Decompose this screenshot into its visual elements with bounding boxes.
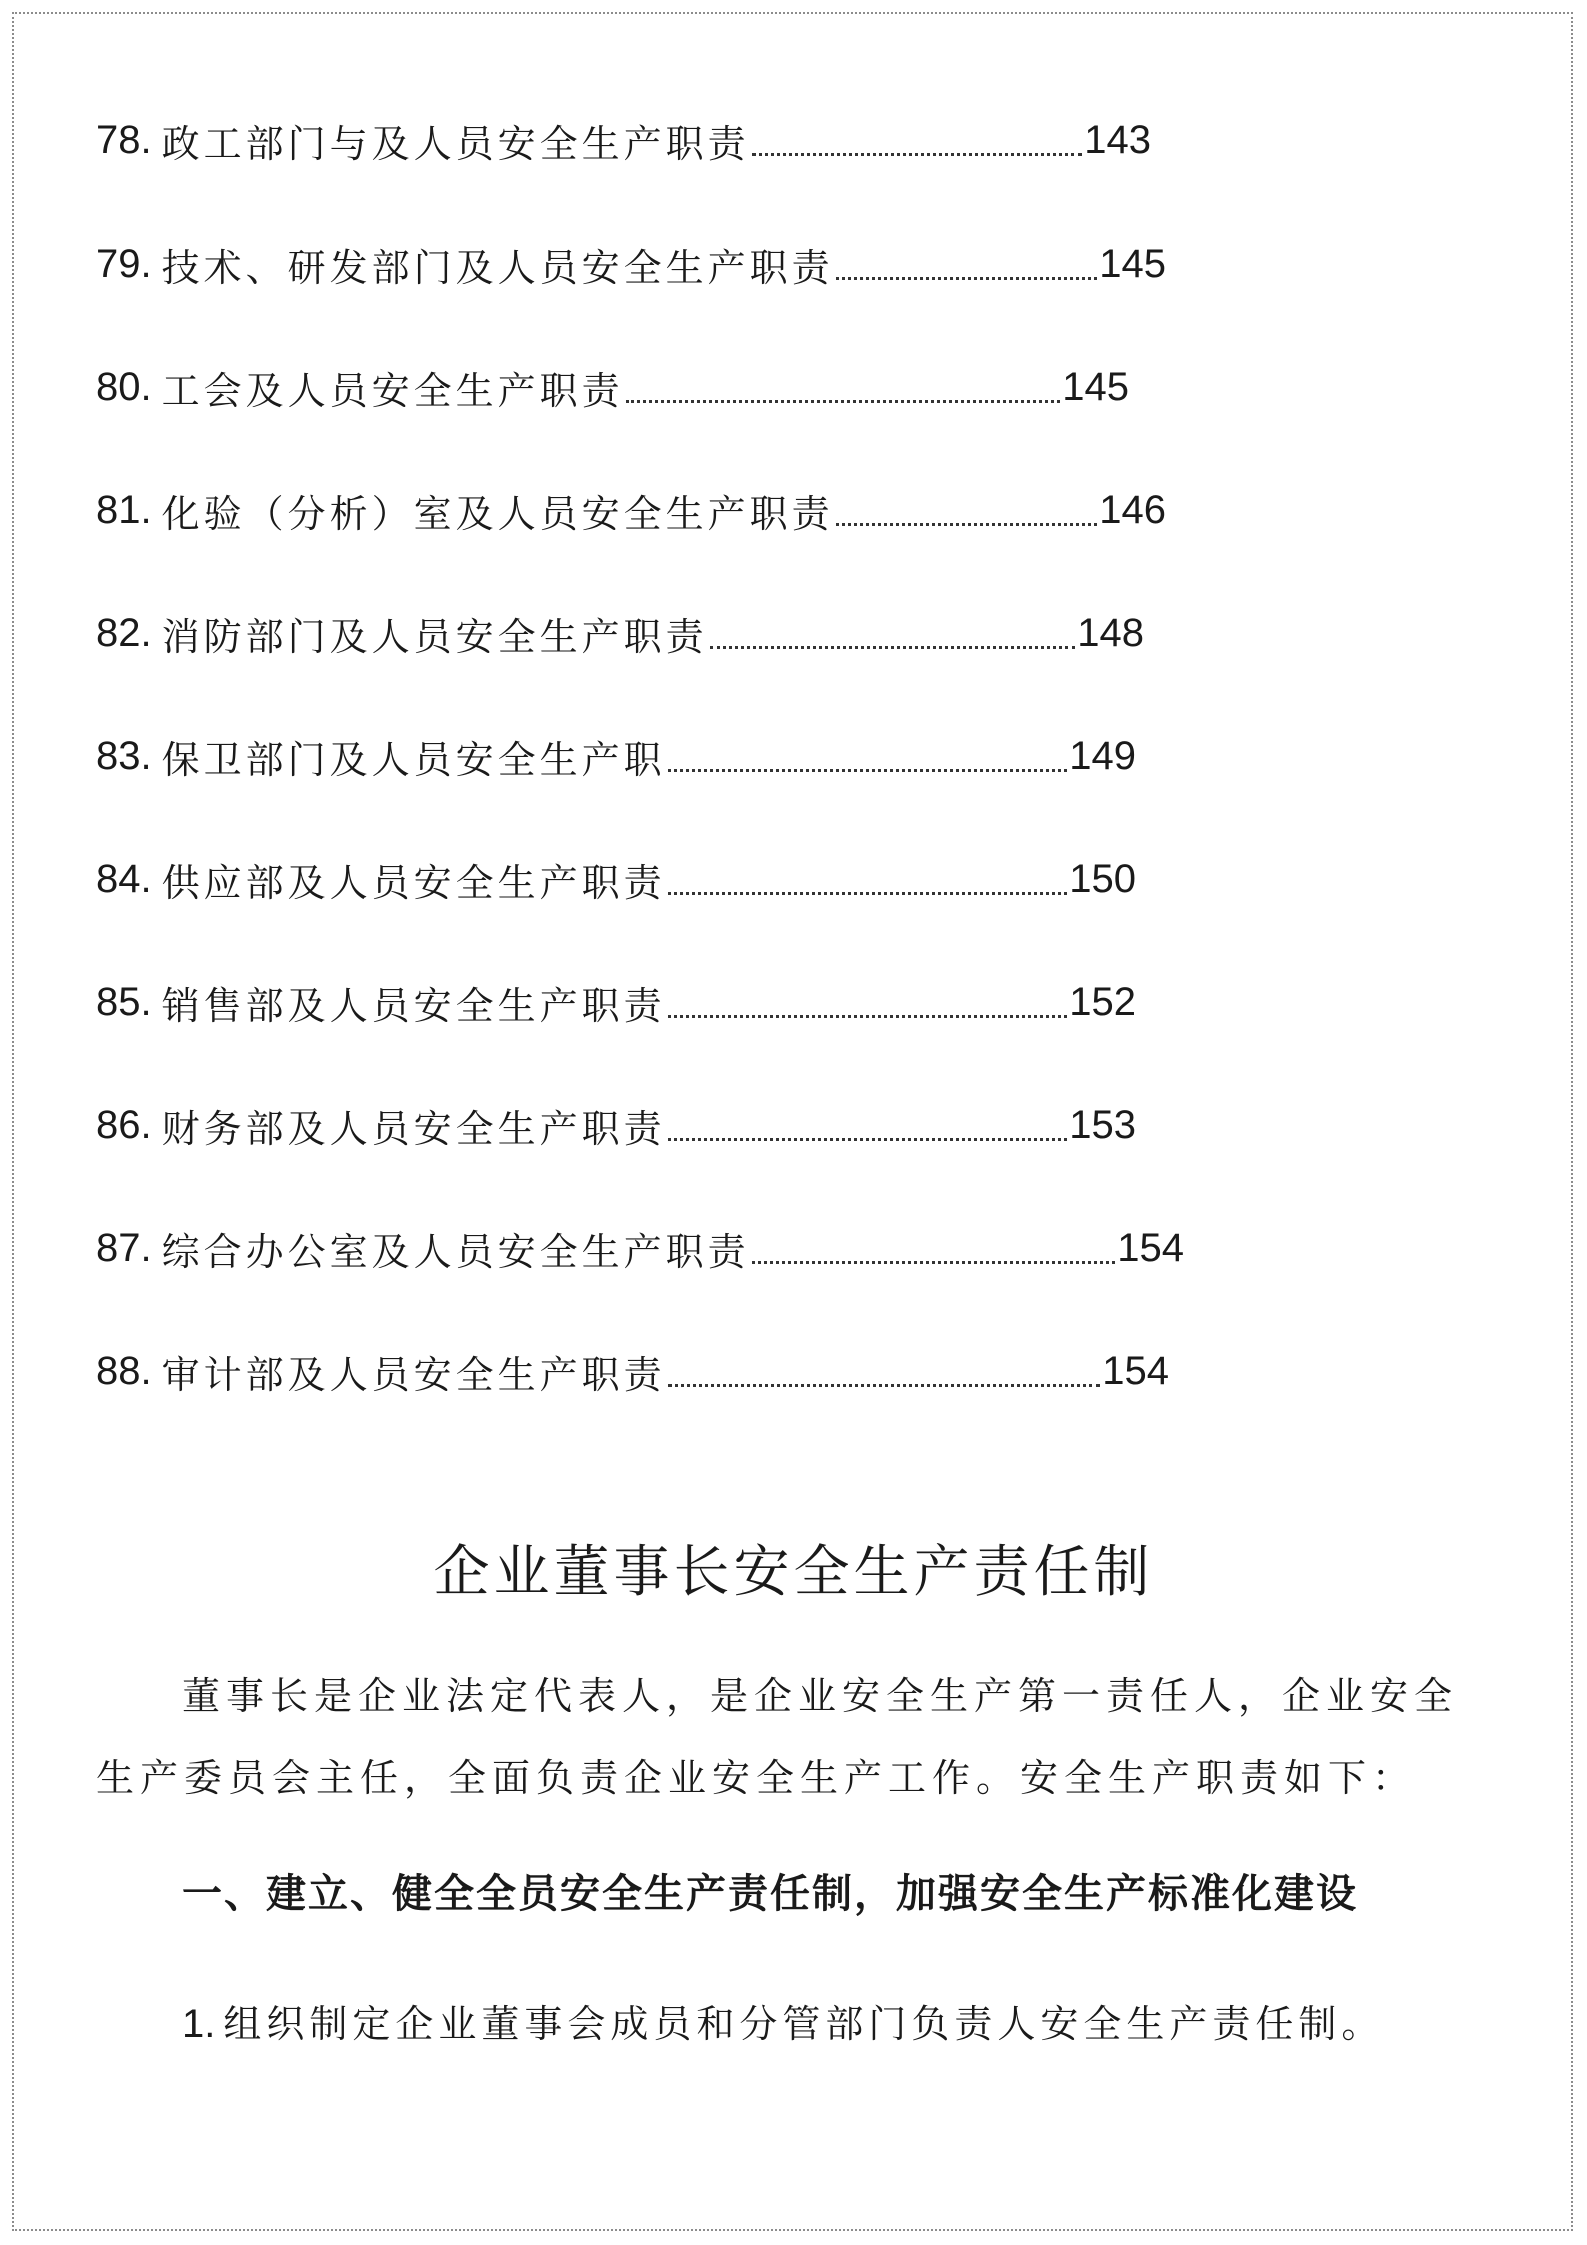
toc-entry-85[interactable] [96,972,1136,1032]
toc-entry-79[interactable] [96,234,1166,294]
toc-dot-leader [668,769,1068,772]
list-item-text: 组织制定企业董事会成员和分管部门负责人安全生产责任制。 [223,2002,1385,2046]
toc-entry-title: 工会及人员安全生产职责 [161,368,624,413]
toc-entry-number: 85. [96,979,152,1024]
toc-entry-page: 143 [1084,117,1151,162]
intro-paragraph: 董事长是企业法定代表人，是企业安全生产第一责任人，企业安全生产委员会主任，全面负责企业安全生产工作。安全生产职责如下： [96,1674,1459,1800]
list-item-number: 1. [182,2002,216,2046]
toc-entry-title: 政工部门与及人员安全生产职责 [161,121,750,166]
toc-entry-78[interactable] [96,110,1151,170]
toc-dot-leader [668,1384,1101,1387]
toc-entry-number: 86. [96,1102,152,1147]
toc-entry-page: 145 [1099,241,1166,286]
toc-entry-page: 152 [1069,979,1136,1024]
toc-entry-84[interactable] [96,849,1136,909]
toc-entry-title: 供应部及人员安全生产职责 [161,860,666,905]
list-item [182,1993,1384,2048]
toc-entry-number: 80. [96,364,152,409]
toc-entry-page: 148 [1077,610,1144,655]
toc-entry-title: 化验（分析）室及人员安全生产职责 [161,491,834,536]
toc-dot-leader [668,1015,1068,1018]
toc-entry-page: 150 [1069,856,1136,901]
toc-entry-title: 销售部及人员安全生产职责 [161,983,666,1028]
toc-entry-number: 87. [96,1225,152,1270]
toc-entry-number: 84. [96,856,152,901]
toc-entry-83[interactable] [96,726,1136,786]
toc-entry-page: 153 [1069,1102,1136,1147]
toc-entry-title: 审计部及人员安全生产职责 [161,1352,666,1397]
toc-entry-86[interactable] [96,1095,1136,1155]
toc-entry-page: 146 [1099,487,1166,532]
toc-entry-number: 79. [96,241,152,286]
toc-entry-page: 149 [1069,733,1136,778]
toc-entry-80[interactable] [96,357,1129,417]
toc-entry-page: 154 [1102,1348,1169,1393]
toc-entry-title: 综合办公室及人员安全生产职责 [161,1229,750,1274]
toc-dot-leader [836,277,1098,280]
toc-dot-leader [752,153,1083,156]
toc-dot-leader [668,892,1068,895]
toc-dot-leader [626,400,1061,403]
toc-dot-leader [752,1261,1116,1264]
toc-dot-leader [668,1138,1068,1141]
toc-entry-title: 消防部门及人员安全生产职责 [161,614,708,659]
toc-dot-leader [836,523,1098,526]
document-title: 企业董事长安全生产责任制 [433,1540,1154,1605]
toc-entry-page: 145 [1062,364,1129,409]
toc-entry-81[interactable] [96,480,1166,540]
toc-dot-leader [710,646,1076,649]
toc-entry-number: 81. [96,487,152,532]
toc-entry-title: 财务部及人员安全生产职责 [161,1106,666,1151]
toc-entry-87[interactable] [96,1218,1184,1278]
toc-entry-title: 保卫部门及人员安全生产职 [161,737,666,782]
toc-entry-title: 技术、研发部门及人员安全生产职责 [161,245,834,290]
toc-entry-88[interactable] [96,1341,1169,1401]
toc-entry-number: 83. [96,733,152,778]
toc-entry-number: 88. [96,1348,152,1393]
section-heading: 一、建立、健全全员安全生产责任制，加强安全生产标准化建设 [182,1871,1358,1917]
toc-entry-number: 82. [96,610,152,655]
toc-entry-number: 78. [96,117,152,162]
toc-entry-82[interactable] [96,603,1144,663]
toc-entry-page: 154 [1117,1225,1184,1270]
